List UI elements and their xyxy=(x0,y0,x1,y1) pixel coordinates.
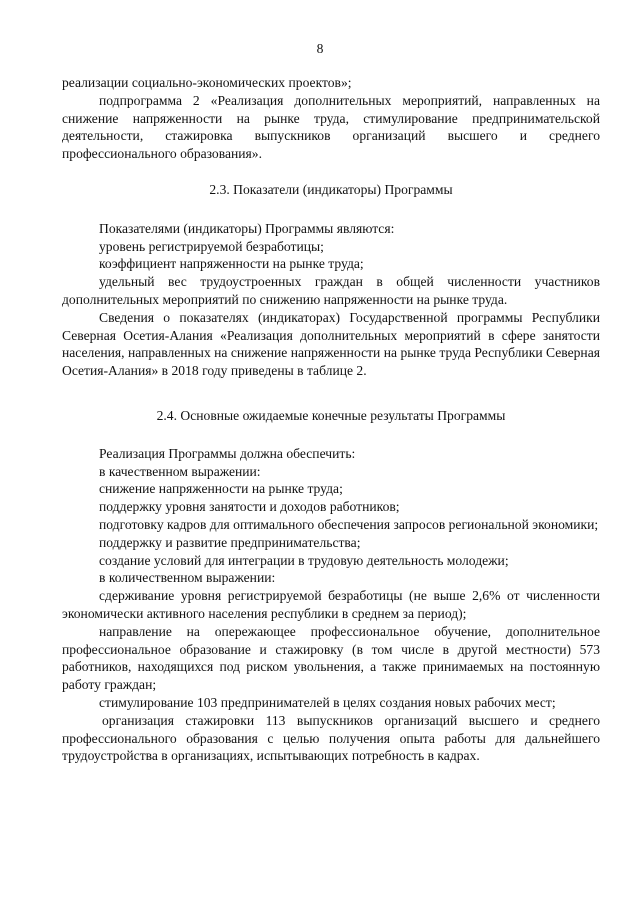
section-heading-2-3: 2.3. Показатели (индикаторы) Программы xyxy=(209,181,453,197)
paragraph: стимулирование 103 предпринимателей в целях создания новых рабочих мест; xyxy=(99,694,556,710)
page-number: 8 xyxy=(316,41,324,56)
paragraph: реализации социально-экономических проектов»; xyxy=(62,75,352,90)
paragraph: Показателями (индикаторы) Программы являются: xyxy=(99,220,395,236)
paragraph: удельный вес трудоустроенных граждан в общей численности участников дополнительных мероприятий по снижению напряженности на рынке труда. xyxy=(62,274,600,307)
paragraph: в качественном выражении: xyxy=(99,463,261,479)
paragraph: организация стажировки 113 выпускников организаций высшего и среднего профессионального образования с целью получения опыта работы для дальнейшего трудоустройства в организациях, испытывающих потребность в кадрах. xyxy=(62,712,600,764)
paragraph: Реализация Программы должна обеспечить: xyxy=(99,445,356,461)
paragraph: создание условий для интеграции в трудовую деятельность молодежи; xyxy=(99,552,509,568)
paragraph: снижение напряженности на рынке труда; xyxy=(99,481,343,497)
paragraph: сдерживание уровня регистрируемой безработицы (не выше 2,6% от численности экономически активного населения республики в среднем за период); xyxy=(62,588,600,621)
paragraph: подготовку кадров для оптимального обеспечения запросов региональной экономики; xyxy=(99,516,599,532)
paragraph: направление на опережающее профессиональное обучение, дополнительное профессиональное образование и стажировку (в том числе в другой местности) 573 работников, находящихся под риском увольнения, а также принимаемых на постоянную работу граждан; xyxy=(62,623,600,693)
section-heading-2-4: 2.4. Основные ожидаемые конечные результаты Программы xyxy=(156,407,506,423)
page-content xyxy=(62,74,600,765)
paragraph: Сведения о показателях (индикаторах) Государственной программы Республики Северная Осетия-Алания «Реализация дополнительных мероприятий в сфере занятости населения, направленных на снижение напряженности на рынке труда Республики Северная Осетия-Алания» в 2018 году приведены в таблице 2. xyxy=(62,309,600,379)
paragraph: подпрограмма 2 «Реализация дополнительных мероприятий, направленных на снижение напряженности на рынке труда, стимулирование предпринимательской деятельности, стажировка выпускников организаций высшего и среднего профессионального образования». xyxy=(62,92,600,162)
paragraph: уровень регистрируемой безработицы; xyxy=(99,238,324,254)
paragraph: коэффициент напряженности на рынке труда; xyxy=(99,256,364,272)
paragraph: поддержку уровня занятости и доходов работников; xyxy=(99,499,400,515)
paragraph: в количественном выражении: xyxy=(99,570,276,586)
paragraph: поддержку и развитие предпринимательства; xyxy=(99,534,361,550)
